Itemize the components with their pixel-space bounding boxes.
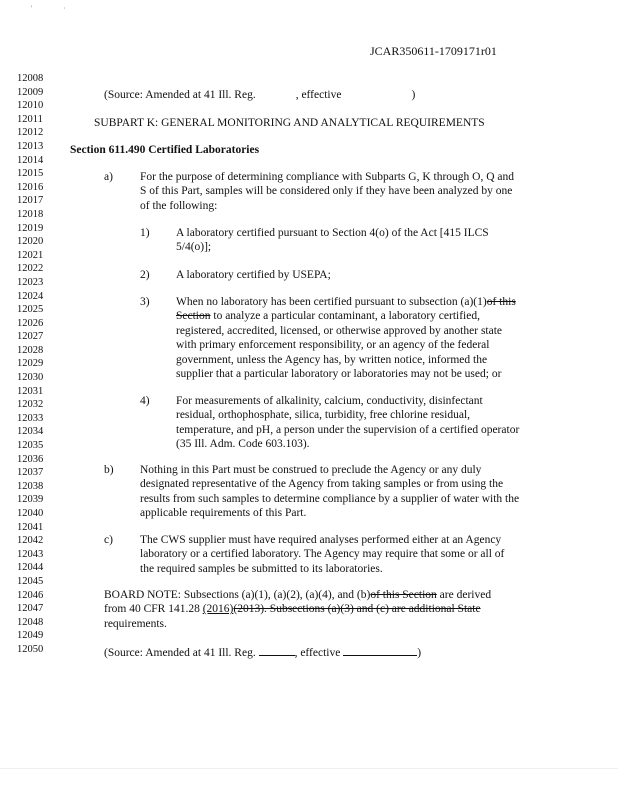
line-number: 12030 <box>17 372 44 384</box>
line-number: 12049 <box>17 630 44 642</box>
line-number: 12024 <box>17 290 44 302</box>
line-number: 12014 <box>17 154 44 166</box>
subsection-a-text: For the purpose of determining compliance with Subparts G, K through O, Q and S of this Part, samples will be considered only if they have been analyzed by one of the following: <box>140 171 515 212</box>
board-note: BOARD NOTE: Subsections (a)(1), (a)(2), (a)(4), and (b)of this Section are derived from 40 CFR 141.28 (2016)(2013). Subsections (a)(3) and (c) are additional State requirements. <box>104 589 492 630</box>
subsection-c-label: c) <box>104 534 113 546</box>
source-note-top: (Source: Amended at 41 Ill. Reg. , effective ) <box>104 89 416 101</box>
section-heading: Section 611.490 Certified Laboratories <box>70 144 260 156</box>
line-number: 12028 <box>17 344 44 356</box>
line-number: 12041 <box>17 521 44 533</box>
line-number: 12015 <box>17 168 44 180</box>
line-number: 12018 <box>17 208 44 220</box>
line-number: 12043 <box>17 548 44 560</box>
subsection-a-label: a) <box>104 171 113 183</box>
line-number: 12042 <box>17 535 44 547</box>
item-2-label: 2) <box>140 269 150 281</box>
line-number: 12047 <box>17 603 44 615</box>
page-edge <box>0 768 618 769</box>
line-number: 12048 <box>17 616 44 628</box>
item-3-text: When no laboratory has been certified pursuant to subsection (a)(1)of this Section to analyze a particular contaminant, a laboratory certified, registered, accredited, licensed, or otherwise approved by another state with primary enforcement responsibility, or an agency of the federal government, unless the Agency has, by written notice, informed the supplier that a particular laboratory or laboratories may not be used; or <box>176 296 516 381</box>
line-number: 12012 <box>17 127 44 139</box>
document-id: JCAR350611-1709171r01 <box>370 44 497 58</box>
line-number: 12033 <box>17 412 44 424</box>
scan-mark: ' <box>31 4 33 13</box>
line-number: 12038 <box>17 480 44 492</box>
line-number: 12045 <box>17 575 44 587</box>
item-3-label: 3) <box>140 296 150 308</box>
scan-mark: · <box>63 4 66 13</box>
line-number: 12034 <box>17 426 44 438</box>
line-number: 12036 <box>17 453 44 465</box>
subpart-heading: SUBPART K: GENERAL MONITORING AND ANALYTICAL REQUIREMENTS <box>94 117 485 129</box>
line-number-column <box>17 72 77 657</box>
line-number: 12040 <box>17 508 44 519</box>
subsection-b-label: b) <box>104 464 114 476</box>
line-number: 12035 <box>17 440 44 452</box>
line-number: 12021 <box>17 249 44 261</box>
line-number: 12044 <box>17 562 44 574</box>
subsection-b-text: Nothing in this Part must be construed to preclude the Agency or any duly designated representative of the Agency from taking samples or from using the results from such samples to determine compliance by a supplier of water with the applicable requirements of this Part. <box>140 464 520 520</box>
line-number: 12019 <box>17 222 44 234</box>
line-number: 12032 <box>17 399 44 411</box>
line-number: 12013 <box>17 140 44 152</box>
line-number: 12011 <box>17 113 43 125</box>
item-1-text: A laboratory certified pursuant to Section 4(o) of the Act [415 ILCS 5/4(o)]; <box>176 227 489 254</box>
item-4-label: 4) <box>140 395 150 407</box>
line-number: 12046 <box>17 589 44 601</box>
line-number: 12025 <box>17 304 44 316</box>
line-number: 12023 <box>17 276 44 288</box>
line-number: 12017 <box>17 195 44 207</box>
source-note-bottom: (Source: Amended at 41 Ill. Reg. , effective ) <box>104 647 422 659</box>
line-number: 12016 <box>17 181 44 193</box>
item-1-label: 1) <box>140 227 150 239</box>
line-number: 12026 <box>17 317 44 329</box>
line-number: 12027 <box>17 331 44 343</box>
line-number: 12010 <box>17 100 44 112</box>
line-number: 12020 <box>17 236 44 248</box>
line-number: 12039 <box>17 494 44 506</box>
line-number: 12050 <box>17 643 44 655</box>
line-number: 12031 <box>17 385 44 397</box>
line-number: 12009 <box>17 86 44 98</box>
line-number: 12029 <box>17 358 44 370</box>
line-number: 12037 <box>17 467 44 479</box>
line-number: 12022 <box>17 263 44 275</box>
item-2-text: A laboratory certified by USEPA; <box>176 269 331 281</box>
item-4-text: For measurements of alkalinity, calcium, conductivity, disinfectant residual, orthophosphate, silica, turbidity, free chlorine residual, temperature, and pH, a person under the supervision of a certified operator (35 Ill. Adm. Code 603.103). <box>176 395 520 451</box>
line-number: 12008 <box>17 73 44 84</box>
subsection-c-text: The CWS supplier must have required analyses performed either at an Agency laboratory or a certified laboratory. The Agency may require that some or all of the required samples be submitted to its laboratories. <box>140 534 505 575</box>
